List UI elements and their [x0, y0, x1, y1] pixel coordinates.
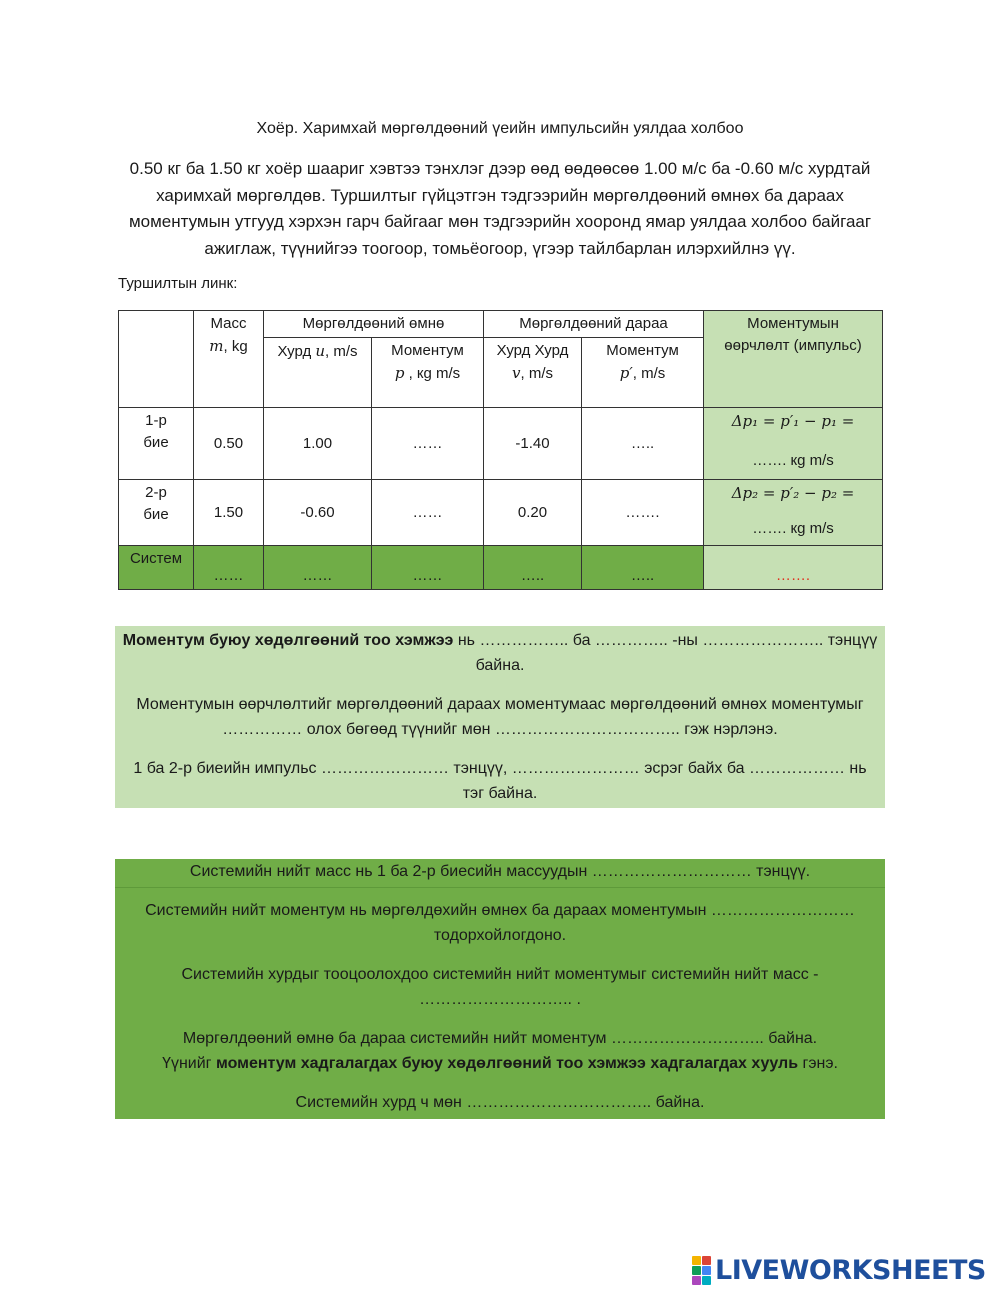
- after-collision-header: Мөргөлдөөний дараа: [484, 311, 704, 338]
- row-label: [119, 480, 194, 546]
- system-speed-v-answer[interactable]: …..: [484, 546, 582, 590]
- conservation-law-name: моментум хадгалагдах буюу хөдөлгөөний тоо хэмжээ хадгалагдах хууль: [215, 1055, 799, 1072]
- logo-tile-3: [692, 1266, 701, 1275]
- logo-tile-2: [702, 1256, 711, 1265]
- logo-tile-4: [702, 1266, 711, 1275]
- speed-u-header: [264, 338, 372, 408]
- experiment-link-label: Туршилтын линк:: [118, 275, 238, 292]
- momentum-p-label: Моментум: [391, 342, 464, 359]
- momentum-p-symbol: p: [394, 364, 405, 382]
- logo-tile-1: [692, 1256, 701, 1265]
- momentum-p-header: [372, 338, 484, 408]
- impulse-answer[interactable]: ……. кg m/s: [752, 452, 834, 469]
- momentum-p2-answer[interactable]: …….: [582, 480, 704, 546]
- row-label: [119, 408, 194, 480]
- row-label-text: 1-р бие: [143, 412, 169, 451]
- system-paragraph-5[interactable]: Системийн хурд ч мөн …………………………….. байна.: [295, 1093, 705, 1111]
- row-label-text: 2-р бие: [143, 484, 169, 523]
- momentum-p2-header: [582, 338, 704, 408]
- liveworksheets-logo: [692, 1252, 986, 1288]
- speed-v-header: [484, 338, 582, 408]
- definition-bold-term: Моментум буюу хөдөлгөөний тоо хэмжээ: [122, 632, 454, 649]
- system-label: Систем: [119, 546, 194, 590]
- mass-symbol: m: [209, 337, 224, 355]
- system-speed-u-answer[interactable]: ……: [264, 546, 372, 590]
- speed-v-prefix: Хурд Хурд: [496, 342, 569, 359]
- momentum-p2-answer[interactable]: …..: [582, 408, 704, 480]
- system-conservation-box: [115, 859, 885, 1119]
- momentum-p-unit: , кg m/s: [404, 365, 461, 382]
- momentum-p2-symbol: p′: [619, 364, 633, 382]
- impulse-formula: Δp₂ = p′₂ − p₂ =: [731, 484, 855, 502]
- system-momentum-p2-answer[interactable]: …..: [582, 546, 704, 590]
- table-row: [119, 480, 883, 546]
- system-paragraph-4a[interactable]: Мөргөлдөөний өмнө ба дараа системийн нийт моментум ……………………….. байна.: [182, 1029, 818, 1047]
- momentum-table: [118, 310, 883, 590]
- law-suffix: гэнэ.: [798, 1055, 838, 1072]
- logo-text: LIVEWORKSHEETS: [715, 1254, 986, 1286]
- momentum-p2-label: Моментум: [606, 342, 679, 359]
- mass-label: Масс: [210, 315, 247, 332]
- speed-u-prefix: Хурд: [277, 343, 316, 360]
- mass-header: [194, 311, 264, 408]
- speed-u-symbol: u: [315, 342, 326, 360]
- logo-tile-6: [702, 1276, 711, 1285]
- speed-v-cell: -1.40: [484, 408, 582, 480]
- impulse-formula: Δp₁ = p′₁ − p₁ =: [731, 412, 855, 430]
- before-collision-header: Мөргөлдөөний өмнө: [264, 311, 484, 338]
- law-prefix: Үүнийг: [162, 1055, 216, 1072]
- speed-v-unit: , m/s: [520, 365, 553, 382]
- impulse-answer[interactable]: ……. кg m/s: [752, 520, 834, 537]
- system-paragraph-4: [115, 1026, 885, 1077]
- mass-unit: , kg: [223, 338, 248, 355]
- table-row: [119, 408, 883, 480]
- impulse-label: Моментумын өөрчлөлт (импульс): [724, 315, 862, 354]
- momentum-p-answer[interactable]: ……: [372, 408, 484, 480]
- definition-paragraph-3[interactable]: 1 ба 2-р биеийн импульс …………………… тэнцүү, …………………… эсрэг байх ба ……………… нь тэг байна.: [133, 760, 867, 802]
- definition-paragraph-1: [115, 628, 885, 678]
- impulse-header: [704, 311, 883, 408]
- speed-u-cell: -0.60: [264, 480, 372, 546]
- liveworksheets-logo-icon: [692, 1256, 711, 1285]
- definition-paragraph-2[interactable]: Моментумын өөрчлөлтийг мөргөлдөөний дараах моментумаас мөргөлдөөний өмнөх моментумыг …………… олох бөгөөд түүнийг мөн …………………………….. гэж нэрлэнэ.: [136, 696, 864, 738]
- mass-cell: 1.50: [194, 480, 264, 546]
- intro-paragraph: 0.50 кг ба 1.50 кг хоёр шаариг хэвтээ тэнхлэг дээр өөд өөдөөсөө 1.00 м/с ба -0.60 м/с хурдтай харимхай мөргөлдөв. Туршилтыг гүйцэтгэн тэдгээрийн мөргөлдөөний өмнөх ба дараах моментумын утгууд хэрхэн гарч байгааг мөн тэдгээрийн хооронд ямар уялдаа холбоо байгааг ажиглаж, түүнийгээ тоогоор, томьёогоор, үгээр тайлбарлан илэрхийлнэ үү.: [128, 159, 872, 258]
- definition-rest[interactable]: нь …………….. ба ………….. -ны ………………….. тэнцүү байна.: [453, 632, 878, 674]
- momentum-p-answer[interactable]: ……: [372, 480, 484, 546]
- momentum-definition-box: [115, 626, 885, 808]
- speed-v-cell: 0.20: [484, 480, 582, 546]
- speed-v-symbol: v: [512, 364, 521, 382]
- system-paragraph-1[interactable]: Системийн нийт масс нь 1 ба 2-р биесийн массуудын ………………………… тэнцүү.: [115, 859, 885, 888]
- mass-cell: 0.50: [194, 408, 264, 480]
- corner-cell: [119, 311, 194, 408]
- system-momentum-p-answer[interactable]: ……: [372, 546, 484, 590]
- logo-tile-5: [692, 1276, 701, 1285]
- impulse-cell: [704, 408, 883, 480]
- worksheet-title: Хоёр. Харимхай мөргөлдөөний үеийн импульсийн уялдаа холбоо: [256, 120, 744, 137]
- system-paragraph-2[interactable]: Системийн нийт моментум нь мөргөлдөхийн өмнөх ба дараах моментумын ……………………… тодорхойлогдоно.: [145, 901, 855, 944]
- system-mass-answer[interactable]: ……: [194, 546, 264, 590]
- speed-u-unit: , m/s: [325, 343, 358, 360]
- system-impulse-answer[interactable]: …….: [704, 546, 883, 590]
- system-row: [119, 546, 883, 590]
- impulse-cell: [704, 480, 883, 546]
- speed-u-cell: 1.00: [264, 408, 372, 480]
- momentum-p2-unit: , m/s: [632, 365, 666, 382]
- system-paragraph-3[interactable]: Системийн хурдыг тооцоолохдоо системийн нийт моментумыг системийн нийт масс - ……………………….. .: [181, 965, 819, 1008]
